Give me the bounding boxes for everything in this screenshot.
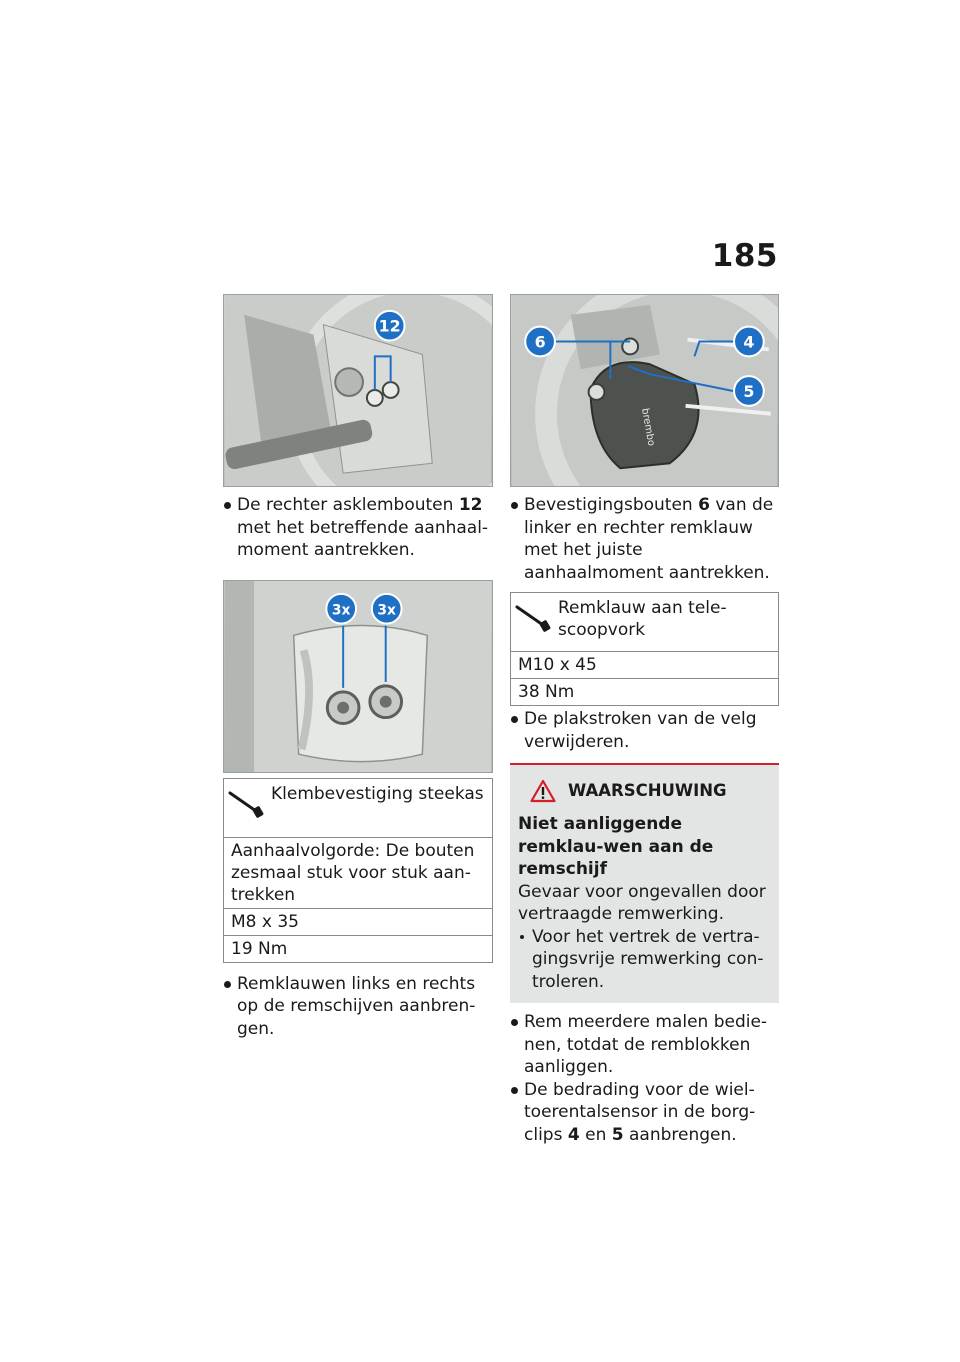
spec-size: M8 x 35 bbox=[224, 908, 493, 935]
axle-clamp-illustration bbox=[224, 295, 492, 486]
svg-text:5: 5 bbox=[743, 381, 755, 401]
torque-wrench-icon bbox=[228, 787, 264, 819]
callout-4 bbox=[734, 327, 764, 357]
step-remove-tape: De plakstroken van de velg verwijderen. bbox=[510, 708, 779, 753]
brake-caliper-illustration bbox=[511, 295, 778, 486]
warning-subtitle: Niet aanliggende remklau-wen aan de remschijf bbox=[518, 814, 714, 879]
spec-torque: 19 Nm bbox=[224, 935, 493, 962]
callout-3x-right bbox=[372, 593, 402, 623]
step-caliper-bolts: Bevestigingsbouten 6 van de linker en rechter remklauw met het juiste aanhaalmoment aantrekken. bbox=[510, 494, 779, 584]
warning-title: WAARSCHUWING bbox=[568, 780, 727, 800]
spec-size: M10 x 45 bbox=[511, 652, 779, 679]
svg-text:12: 12 bbox=[378, 316, 401, 336]
svg-text:6: 6 bbox=[534, 332, 546, 352]
callout-12 bbox=[375, 311, 405, 341]
left-column bbox=[223, 294, 493, 1040]
warning-triangle-icon bbox=[530, 779, 556, 803]
warning-action: Voor het vertrek de vertra-gingsvrije remwerking con-troleren. bbox=[518, 926, 771, 994]
svg-text:3x: 3x bbox=[331, 602, 351, 619]
spec-title: Remklauw aan tele-scoopvork bbox=[558, 598, 727, 640]
spec-torque: 38 Nm bbox=[511, 679, 779, 706]
page-number: 185 bbox=[711, 238, 778, 274]
torque-spec-caliper bbox=[510, 592, 779, 706]
step-fit-calipers: Remklauwen links en rechts op de remschijven aanbren-gen. bbox=[223, 973, 493, 1041]
svg-text:3x: 3x bbox=[377, 602, 396, 619]
spec-note: Aanhaalvolgorde: De bouten zesmaal stuk voor stuk aan-trekken bbox=[224, 837, 493, 908]
step-sensor-wiring: De bedrading voor de wiel-toerentalsensor in de borg-clips 4 en 5 aanbrengen. bbox=[510, 1079, 779, 1147]
step-axle-clamp: De rechter asklembouten 12 met het betreffende aanhaal-moment aantrekken. bbox=[223, 494, 493, 562]
caliper-brand: brembo bbox=[639, 407, 657, 447]
figure-fork-clamp-bolts bbox=[223, 580, 493, 773]
step-pump-brake: Rem meerdere malen bedie-nen, totdat de remblokken aanliggen. bbox=[510, 1011, 779, 1079]
figure-brake-caliper bbox=[510, 294, 779, 487]
torque-wrench-icon bbox=[515, 601, 551, 633]
right-column bbox=[510, 294, 779, 1146]
callout-6 bbox=[525, 327, 555, 357]
callout-3x-left bbox=[326, 593, 356, 623]
svg-text:4: 4 bbox=[743, 332, 755, 352]
spec-title: Klembevestiging steekas bbox=[271, 783, 484, 804]
figure-axle-clamp-bolts bbox=[223, 294, 493, 487]
torque-spec-axle-clamp bbox=[223, 778, 493, 963]
warning-box bbox=[510, 763, 779, 1003]
warning-body: Gevaar voor ongevallen door vertraagde remwerking. bbox=[518, 881, 766, 924]
callout-5 bbox=[734, 376, 764, 406]
fork-clamp-illustration bbox=[224, 581, 492, 772]
